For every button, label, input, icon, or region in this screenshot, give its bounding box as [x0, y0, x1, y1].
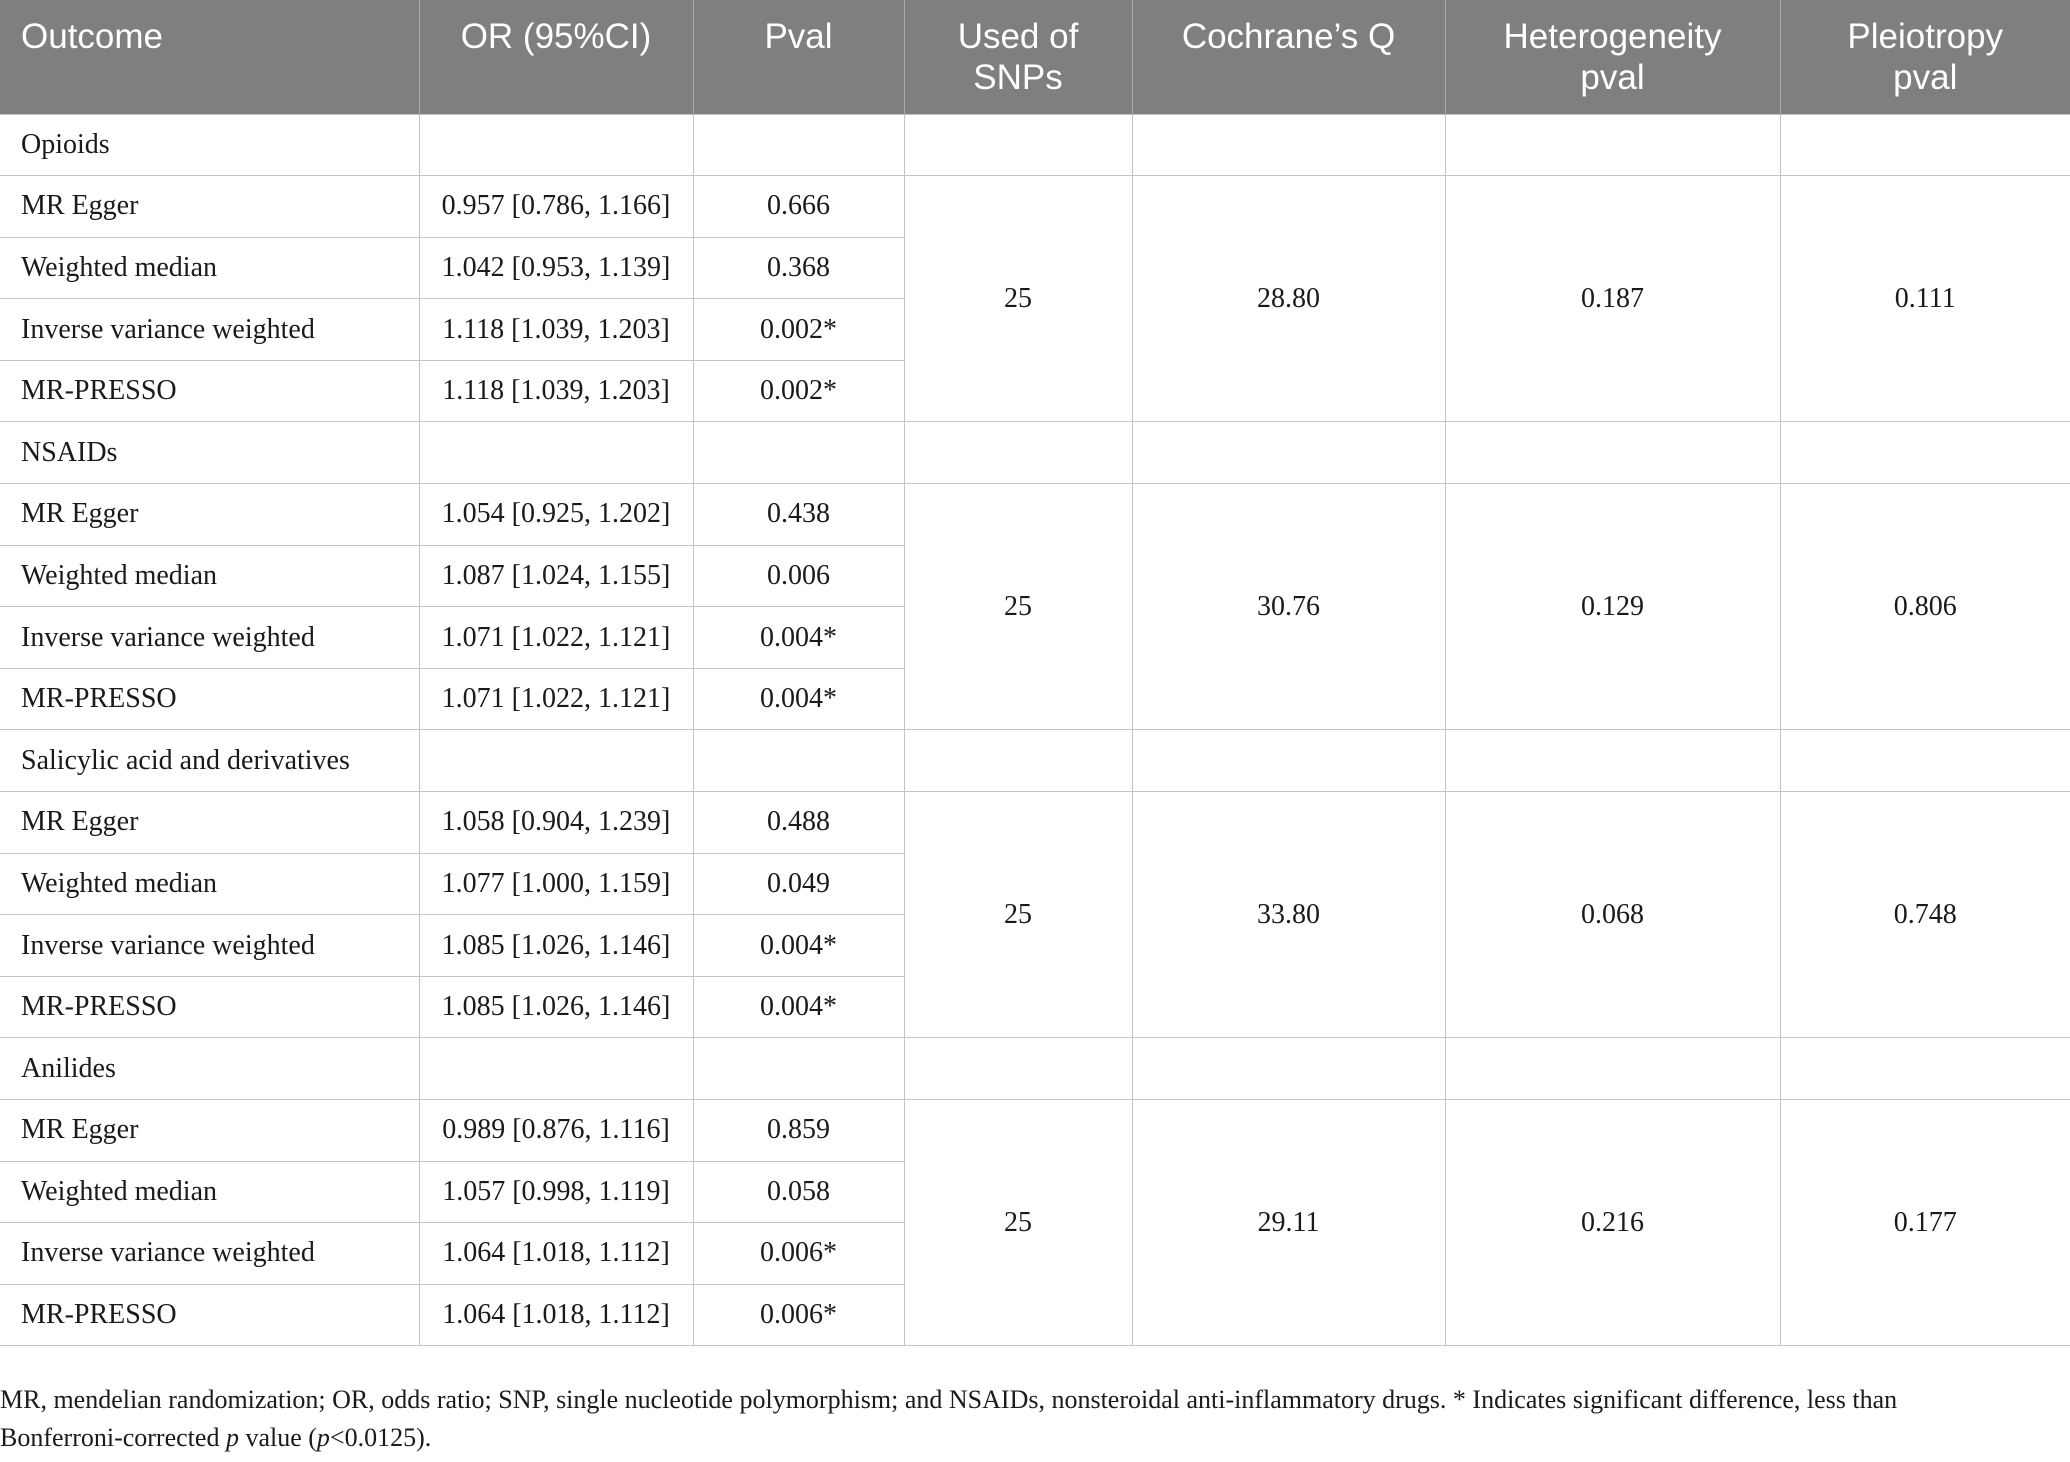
empty-cell [1132, 114, 1445, 176]
empty-cell [1445, 730, 1780, 792]
cochrane-q-cell: 33.80 [1132, 792, 1445, 1038]
pval-cell: 0.859 [693, 1100, 904, 1162]
method-cell: MR Egger [0, 792, 419, 854]
snps-cell: 25 [904, 484, 1132, 730]
method-cell: MR-PRESSO [0, 1284, 419, 1346]
pleiotropy-pval-cell: 0.177 [1780, 1100, 2070, 1346]
or-ci-cell: 1.077 [1.000, 1.159] [419, 853, 693, 915]
empty-cell [1780, 730, 2070, 792]
group-row [0, 114, 2070, 176]
or-ci-cell: 1.085 [1.026, 1.146] [419, 976, 693, 1038]
empty-cell [693, 730, 904, 792]
pleiotropy-pval-cell: 0.111 [1780, 176, 2070, 422]
or-ci-cell: 1.118 [1.039, 1.203] [419, 360, 693, 422]
empty-cell [904, 114, 1132, 176]
pval-cell: 0.004* [693, 668, 904, 730]
method-cell: MR-PRESSO [0, 668, 419, 730]
or-ci-cell: 1.064 [1.018, 1.112] [419, 1223, 693, 1285]
or-ci-cell: 1.071 [1.022, 1.121] [419, 668, 693, 730]
empty-cell [904, 422, 1132, 484]
column-header: Pleiotropy pval [1780, 0, 2070, 114]
or-ci-cell: 1.057 [0.998, 1.119] [419, 1161, 693, 1223]
snps-cell: 25 [904, 1100, 1132, 1346]
column-header: Outcome [0, 0, 419, 114]
heterogeneity-pval-cell: 0.129 [1445, 484, 1780, 730]
empty-cell [419, 730, 693, 792]
or-ci-cell: 0.989 [0.876, 1.116] [419, 1100, 693, 1162]
method-cell: Inverse variance weighted [0, 1223, 419, 1285]
empty-cell [419, 1038, 693, 1100]
method-cell: Weighted median [0, 1161, 419, 1223]
pval-cell: 0.049 [693, 853, 904, 915]
column-header: Cochrane’s Q [1132, 0, 1445, 114]
or-ci-cell: 1.042 [0.953, 1.139] [419, 237, 693, 299]
group-outcome-label: Opioids [0, 114, 419, 176]
method-cell: Weighted median [0, 237, 419, 299]
pval-cell: 0.438 [693, 484, 904, 546]
empty-cell [1780, 422, 2070, 484]
pval-cell: 0.002* [693, 299, 904, 361]
method-cell: Weighted median [0, 545, 419, 607]
pval-cell: 0.002* [693, 360, 904, 422]
empty-cell [419, 422, 693, 484]
pleiotropy-pval-cell: 0.748 [1780, 792, 2070, 1038]
table-row [0, 484, 2070, 546]
group-row [0, 1038, 2070, 1100]
footnote-p-symbol: p [225, 1423, 239, 1452]
method-cell: Inverse variance weighted [0, 299, 419, 361]
empty-cell [1445, 1038, 1780, 1100]
pval-cell: 0.368 [693, 237, 904, 299]
empty-cell [693, 422, 904, 484]
table-footnote [0, 1381, 2000, 1457]
or-ci-cell: 1.087 [1.024, 1.155] [419, 545, 693, 607]
method-cell: MR-PRESSO [0, 976, 419, 1038]
table-row [0, 1100, 2070, 1162]
pval-cell: 0.006 [693, 545, 904, 607]
group-outcome-label: Salicylic acid and derivatives [0, 730, 419, 792]
method-cell: Weighted median [0, 853, 419, 915]
empty-cell [1780, 1038, 2070, 1100]
or-ci-cell: 1.071 [1.022, 1.121] [419, 607, 693, 669]
or-ci-cell: 0.957 [0.786, 1.166] [419, 176, 693, 238]
footnote-text-2: value ( [238, 1423, 317, 1452]
empty-cell [693, 1038, 904, 1100]
empty-cell [1132, 730, 1445, 792]
table-header [0, 0, 2070, 114]
empty-cell [1132, 1038, 1445, 1100]
footnote-text-1: MR, mendelian randomization; OR, odds ratio; SNP, single nucleotide polymorphism; and NSAIDs, nonsteroidal anti-inflammatory drugs. * Indicates significant difference, less than Bonferroni-corrected [0, 1385, 1898, 1452]
empty-cell [904, 730, 1132, 792]
heterogeneity-pval-cell: 0.216 [1445, 1100, 1780, 1346]
pval-cell: 0.488 [693, 792, 904, 854]
or-ci-cell: 1.064 [1.018, 1.112] [419, 1284, 693, 1346]
empty-cell [904, 1038, 1132, 1100]
group-row [0, 422, 2070, 484]
snps-cell: 25 [904, 176, 1132, 422]
pval-cell: 0.004* [693, 915, 904, 977]
pleiotropy-pval-cell: 0.806 [1780, 484, 2070, 730]
method-cell: MR Egger [0, 1100, 419, 1162]
or-ci-cell: 1.085 [1.026, 1.146] [419, 915, 693, 977]
method-cell: MR-PRESSO [0, 360, 419, 422]
footnote-p-symbol-2: p [316, 1423, 330, 1452]
method-cell: MR Egger [0, 176, 419, 238]
footnote-text-3: <0.0125). [329, 1423, 432, 1452]
method-cell: Inverse variance weighted [0, 915, 419, 977]
group-outcome-label: NSAIDs [0, 422, 419, 484]
pval-cell: 0.004* [693, 607, 904, 669]
empty-cell [1445, 114, 1780, 176]
table-row [0, 792, 2070, 854]
cochrane-q-cell: 29.11 [1132, 1100, 1445, 1346]
or-ci-cell: 1.058 [0.904, 1.239] [419, 792, 693, 854]
empty-cell [419, 114, 693, 176]
heterogeneity-pval-cell: 0.068 [1445, 792, 1780, 1038]
pval-cell: 0.004* [693, 976, 904, 1038]
table-body [0, 114, 2070, 1346]
column-header: OR (95%CI) [419, 0, 693, 114]
table-row [0, 176, 2070, 238]
empty-cell [1132, 422, 1445, 484]
pval-cell: 0.666 [693, 176, 904, 238]
empty-cell [1445, 422, 1780, 484]
column-header: Used of SNPs [904, 0, 1132, 114]
pval-cell: 0.058 [693, 1161, 904, 1223]
group-row [0, 730, 2070, 792]
or-ci-cell: 1.118 [1.039, 1.203] [419, 299, 693, 361]
group-outcome-label: Anilides [0, 1038, 419, 1100]
cochrane-q-cell: 30.76 [1132, 484, 1445, 730]
empty-cell [693, 114, 904, 176]
header-row [0, 0, 2070, 114]
heterogeneity-pval-cell: 0.187 [1445, 176, 1780, 422]
empty-cell [1780, 114, 2070, 176]
pval-cell: 0.006* [693, 1223, 904, 1285]
pval-cell: 0.006* [693, 1284, 904, 1346]
snps-cell: 25 [904, 792, 1132, 1038]
column-header: Heterogeneity pval [1445, 0, 1780, 114]
cochrane-q-cell: 28.80 [1132, 176, 1445, 422]
method-cell: MR Egger [0, 484, 419, 546]
column-header: Pval [693, 0, 904, 114]
method-cell: Inverse variance weighted [0, 607, 419, 669]
or-ci-cell: 1.054 [0.925, 1.202] [419, 484, 693, 546]
